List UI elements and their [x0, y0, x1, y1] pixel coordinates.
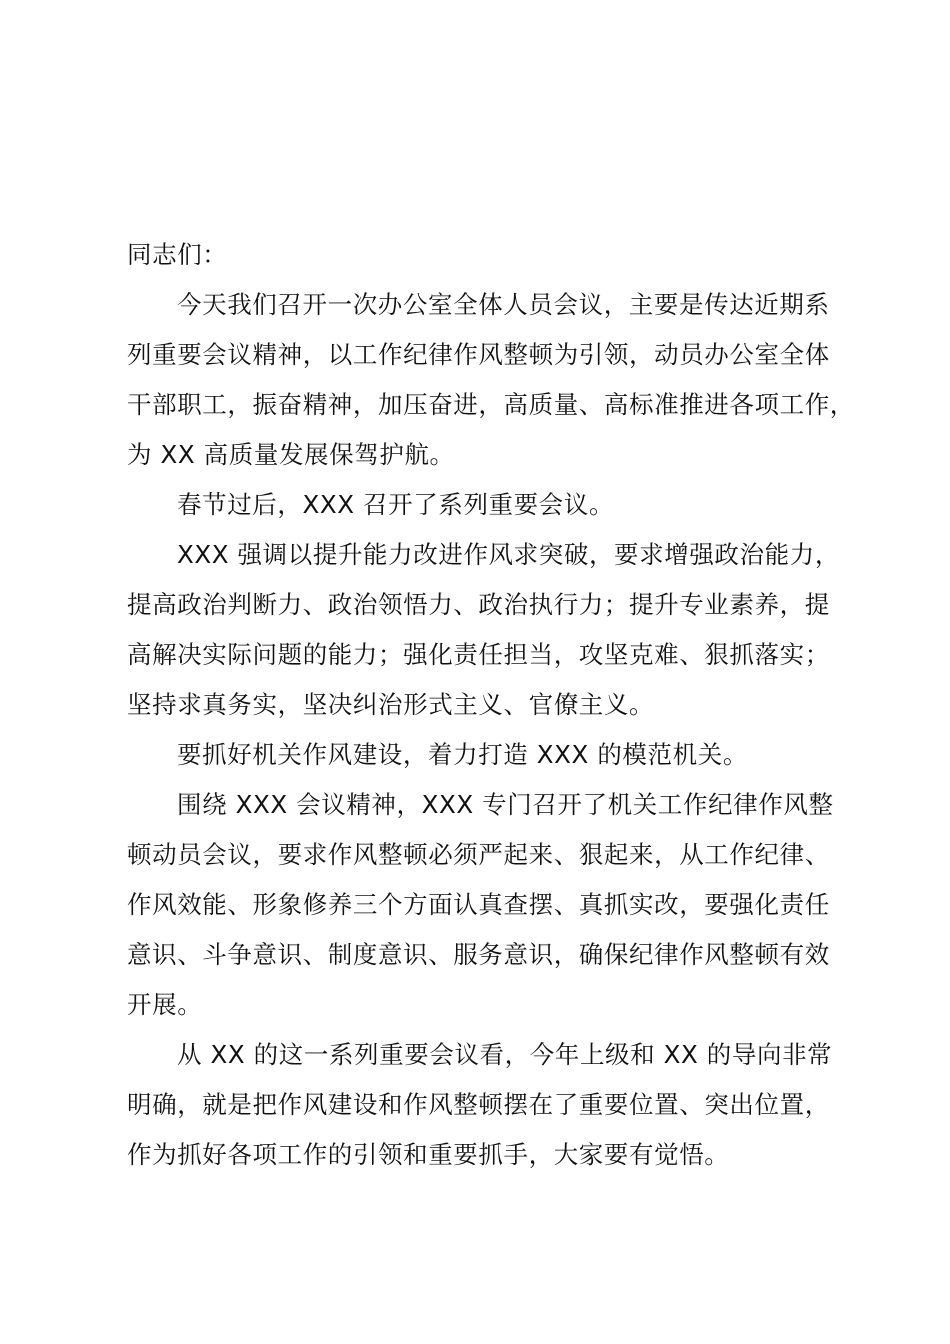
document-body	[127, 230, 855, 1180]
paragraph-line: 干部职工，振奋精神，加压奋进，高质量、高标准推进各项工作，	[127, 390, 855, 419]
paragraph-5	[127, 780, 843, 1030]
paragraph-line: 明确，就是把作风建设和作风整顿摆在了重要位置、突出位置，	[127, 1090, 830, 1119]
paragraph-6	[127, 1030, 843, 1180]
paragraph-line: 开展。	[127, 990, 203, 1019]
paragraph-line: 坚持求真务实，坚决纠治形式主义、官僚主义。	[127, 690, 655, 719]
paragraph-line: 春节过后，XXX 召开了系列重要会议。	[177, 490, 615, 519]
paragraph-line: XXX 强调以提升能力改进作风求突破，要求增强政治能力，	[177, 540, 840, 569]
salutation: 同志们：	[127, 240, 228, 269]
paragraph-1	[127, 280, 855, 480]
paragraph-line: 作为抓好各项工作的引领和重要抓手，大家要有觉悟。	[127, 1140, 730, 1169]
paragraph-line: 今天我们召开一次办公室全体人员会议，主要是传达近期系	[177, 290, 830, 319]
paragraph-line: 从 XX 的这一系列重要会议看，今年上级和 XX 的导向非常	[177, 1040, 833, 1069]
paragraph-line: 要抓好机关作风建设，着力打造 XXX 的模范机关。	[177, 740, 748, 769]
paragraph-line: 作风效能、形象修养三个方面认真查摆、真抓实改，要强化责任	[127, 890, 830, 919]
paragraph-3	[127, 530, 843, 730]
paragraph-line: 围绕 XXX 会议精神，XXX 专门召开了机关工作纪律作风整	[177, 790, 834, 819]
paragraph-2	[127, 480, 843, 530]
paragraph-line: 意识、斗争意识、制度意识、服务意识，确保纪律作风整顿有效	[127, 940, 830, 969]
paragraph-line: 提高政治判断力、政治领悟力、政治执行力；提升专业素养，提	[127, 590, 830, 619]
paragraph-line: 列重要会议精神，以工作纪律作风整顿为引领，动员办公室全体	[127, 340, 830, 369]
paragraph-line: 为 XX 高质量发展保驾护航。	[127, 440, 455, 469]
paragraph-4	[127, 730, 843, 780]
paragraph-line: 高解决实际问题的能力；强化责任担当，攻坚克难、狠抓落实；	[127, 640, 830, 669]
paragraph-line: 顿动员会议，要求作风整顿必须严起来、狠起来，从工作纪律、	[127, 840, 830, 869]
